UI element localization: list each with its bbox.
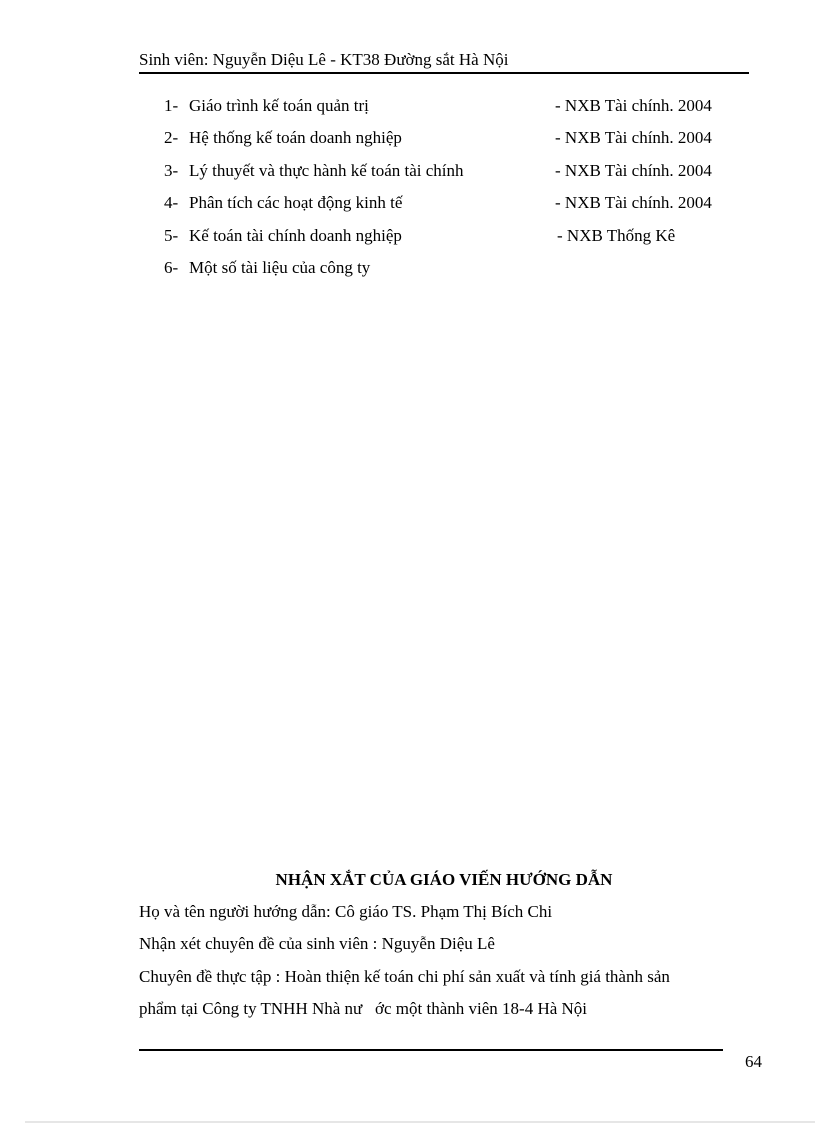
reference-title: Hệ thống kế toán doanh nghiệp bbox=[189, 128, 402, 148]
page-header: Sinh viên: Nguyễn Diệu Lê - KT38 Đường sắt Hà Nội bbox=[139, 50, 749, 74]
reference-publisher: - NXB Tài chính. 2004 bbox=[555, 128, 712, 148]
topic-line-1: Chuyên đề thực tập : Hoàn thiện kế toán chi phí sản xuất và tính giá thành sản bbox=[139, 967, 670, 986]
reference-publisher: - NXB Tài chính. 2004 bbox=[555, 160, 712, 180]
advisor-line: Họ và tên người hướng dẫn: Cô giáo TS. Phạm Thị Bích Chi bbox=[139, 902, 553, 921]
reference-number: 4- bbox=[164, 193, 179, 213]
reference-publisher: - NXB Thống Kê bbox=[557, 225, 676, 245]
student-line: Nhận xét chuyên đề của sinh viên : Nguyễn Diệu Lê bbox=[139, 934, 495, 953]
reference-item bbox=[164, 160, 764, 192]
reference-number: 2- bbox=[164, 128, 179, 148]
reference-item bbox=[164, 127, 764, 159]
reference-item bbox=[164, 95, 764, 127]
footer-divider bbox=[139, 1049, 723, 1051]
reference-title: Một số tài liệu của công ty bbox=[189, 257, 371, 277]
reference-item bbox=[164, 192, 764, 224]
reference-publisher: - NXB Tài chính. 2004 bbox=[555, 193, 712, 213]
reference-title: Kế toán tài chính doanh nghiệp bbox=[189, 225, 402, 245]
reference-title: Giáo trình kế toán quản trị bbox=[189, 96, 369, 115]
reference-title: Lý thuyết và thực hành kế toán tài chính bbox=[189, 160, 464, 180]
reference-number: 1- bbox=[164, 96, 179, 115]
reference-item bbox=[164, 225, 764, 257]
reference-list bbox=[164, 95, 764, 289]
reference-number: 3- bbox=[164, 160, 179, 180]
reference-title: Phân tích các hoạt động kinh tế bbox=[189, 193, 403, 213]
page-number: 64 bbox=[745, 1052, 762, 1071]
topic-line-2: phẩm tại Công ty TNHH Nhà nư ớc một thành viên 18-4 Hà Nội bbox=[139, 999, 588, 1018]
reference-number: 5- bbox=[164, 225, 179, 245]
review-heading: NHẬN XẮT CỦA GIÁO VIẾN HƯỚNG DẪN bbox=[275, 870, 613, 889]
reference-number: 6- bbox=[164, 257, 179, 277]
reference-item bbox=[164, 257, 764, 289]
reference-publisher: - NXB Tài chính. 2004 bbox=[555, 96, 712, 115]
